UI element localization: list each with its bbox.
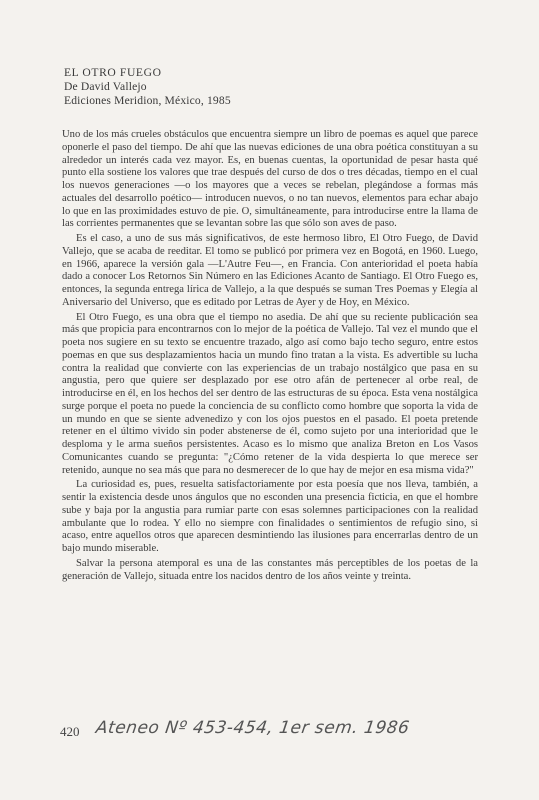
author-line: De David Vallejo bbox=[64, 80, 147, 93]
paragraph-2: Es el caso, a uno de sus más significativos, de este hermoso libro, El Otro Fuego, de David Vallejo, que se acaba de reeditar. El tomo se publicó por primera vez en Bogotá, en 1960. Luego, en 1966, aparece la versión gala —L'Autre Feu—, en Francia. Con anterioridad el poeta había dado a conocer Los Retornos Sin Número en las Ediciones Acanto de Santiago. El Otro Fuego es, entonces, la segunda entrega lírica de Vallejo, a la que después se suman Tres Poemas y Elegía al Aniversario del Universo, que es editado por Letras de Ayer y de Hoy, en México. bbox=[62, 233, 478, 308]
page-number: 420 bbox=[60, 724, 80, 739]
book-header bbox=[64, 66, 484, 108]
book-title: EL OTRO FUEGO bbox=[64, 66, 162, 79]
paragraph-3: El Otro Fuego, es una obra que el tiempo no asedia. De ahí que su reciente publicación sea más que propicia para encontrarnos con lo mejor de la poética de Vallejo. Tal vez el mundo que el poeta nos sugiere en su texto se encuentre trazado, algo así como bajo techo seguro, entre estos poemas en que sus desplazamientos hacia un mundo fino tratan a la vista. Es advertible su lucha contra la realidad que convierte con las experiencias de un trabajo nostálgico que pasa en su angustia, pero que quiere ser desplazado por ese otro afán de pertenecer al orbe real, de introducirse en él, en los hechos del ser dentro de las estructuras de su época. Esta vena nostálgica surge porque el poeta no puede la conciencia de su conflicto como hombre que soporta la vida de un mundo en que se siente advenedizo y con los ojos puestos en el pasado. El poeta pretende retener en el último vivido sin poder abstenerse de él, como sujeto por una interioridad que le desploma y le arma sueños persistentes. Acaso es lo mismo que analiza Breton en Los Vasos Comunicantes cuando se pregunta: "¿Cómo retener de la vida despierta lo que merece ser retenido, aunque no sea más que para no desmerecer de lo que hay de mejor en esa misma vida?" bbox=[62, 311, 478, 476]
page-footer bbox=[60, 718, 480, 758]
paragraph-1: Uno de los más crueles obstáculos que encuentra siempre un libro de poemas es aquel que parece oponerle el paso del tiempo. De ahí que las nuevas ediciones de una obra poética constituyan a su alrededor un interés cada vez mayor. Es, en buenas cuentas, la oportunidad de pesar hasta qué punto ella sostiene los valores que trae después del curso de dos o tres décadas, tiempo en el cual los nuevos generaciones —o los mayores que a veces se rebelan, plegándose a formas más actuales del desarrollo poético— introducen nuevos, o no tan nuevos, elementos para echar abajo lo que en las proximidades estuvo de pie. O, simultáneamente, para introducirse entre la llama de las corrientes permanentes que se levantan sobre las que sólo son aves de paso. bbox=[62, 129, 478, 230]
publisher-line: Ediciones Meridion, México, 1985 bbox=[64, 94, 231, 107]
paragraph-4: La curiosidad es, pues, resuelta satisfactoriamente por esta poesía que nos lleva, también, a sentir la existencia desde unos ángulos que no esconden una presencia ficticia, en que el hombre sube y baja por la angustia para rumiar parte con esas solemnes participaciones con la realidad ambulante que lo rodea. Y ello no siempre con finalidades o sentimientos de refugio sino, si acaso, entre aquellos otros que aparecen desmintiendo las ilusiones para encerrarlas dentro de un bajo mundo miserable. bbox=[62, 479, 478, 554]
paragraph-5: Salvar la persona atemporal es una de las constantes más perceptibles de los poetas de la generación de Vallejo, situada entre los nacidos dentro de los años veinte y treinta. bbox=[62, 557, 478, 582]
handwritten-annotation: Ateneo Nº 453-454, 1er sem. 1986 bbox=[94, 718, 411, 738]
review-body bbox=[62, 129, 478, 585]
